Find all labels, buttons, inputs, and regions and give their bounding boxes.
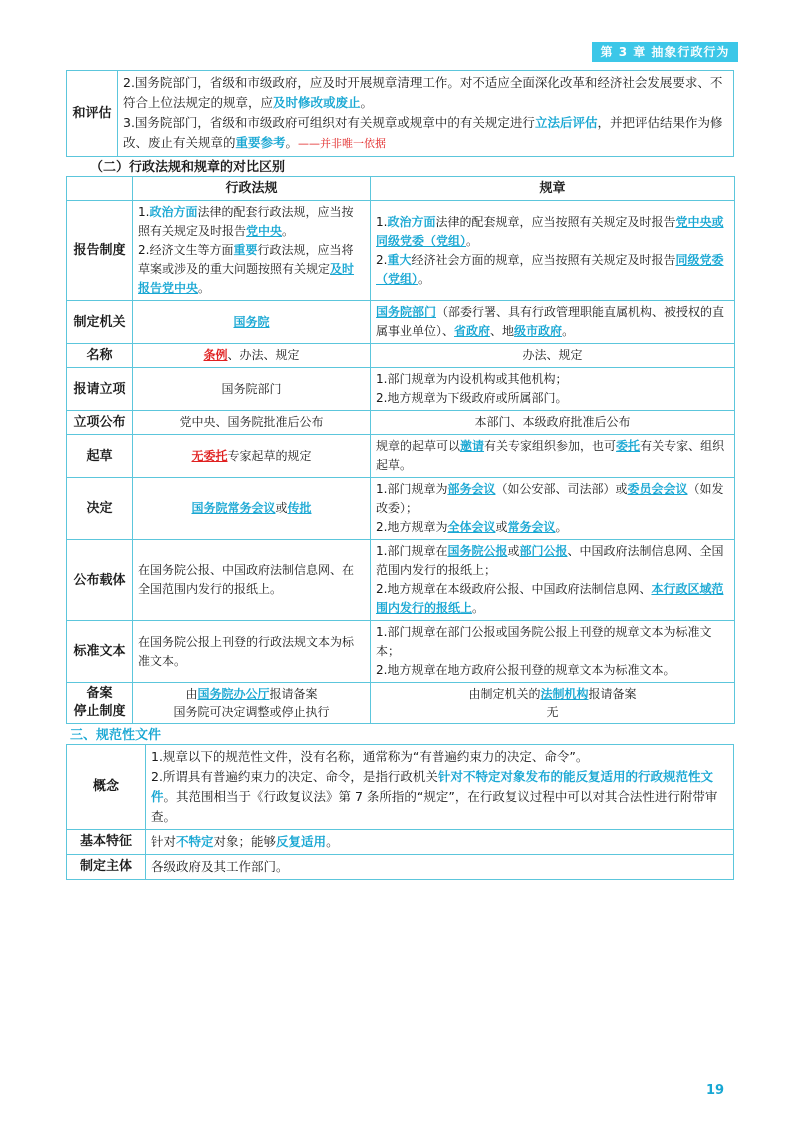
row-label-standard: 标准文本 xyxy=(67,621,133,683)
table-row xyxy=(67,683,735,724)
cell-carrier-rules: 1.部门规章在国务院公报或部门公报、中国政府法制信息网、全国范围内发行的报纸上； 2.地方规章在本级政府公报、中国政府法制信息网、本行政区域范围内发行的报纸上。 xyxy=(371,540,735,621)
cell-features: 针对不特定对象；能够反复适用。 xyxy=(146,830,734,855)
table-row xyxy=(67,301,735,344)
row-label-maker: 制定机关 xyxy=(67,301,133,344)
cell-filing-rules: 由制定机关的法制机构报请备案 无 xyxy=(371,683,735,724)
cleanup-evaluation-table xyxy=(66,70,734,157)
cell-concept: 1.规章以下的规范性文件，没有名称，通常称为“有普遍约束力的决定、命令”。 2.所谓具有普遍约束力的决定、命令，是指行政机关针对不特定对象发布的能反复适用的行政规范性文件。其范围相当于《行政复议法》第 7 条所指的“规定”，在行政复议过程中可以对其合法性进行附带审查。 xyxy=(146,745,734,830)
cell-apply-regulations: 国务院部门 xyxy=(133,368,371,411)
col-header-regulations: 行政法规 xyxy=(133,177,371,201)
table-row xyxy=(67,201,735,301)
cell-publish-rules: 本部门、本级政府批准后公布 xyxy=(371,411,735,435)
chapter-header: 第 3 章 抽象行政行为 xyxy=(592,42,738,62)
row-label-draft: 起草 xyxy=(67,435,133,478)
cell-draft-rules: 规章的起草可以邀请有关专家组织参加，也可委托有关专家、组织起草。 xyxy=(371,435,735,478)
cell-apply-rules: 1.部门规章为内设机构或其他机构； 2.地方规章为下级政府或所属部门。 xyxy=(371,368,735,411)
cell-draft-regulations: 无委托专家起草的规定 xyxy=(133,435,371,478)
row-label-report: 报告制度 xyxy=(67,201,133,301)
cell-maker-rules: 国务院部门（部委行署、具有行政管理职能直属机构、被授权的直属事业单位）、省政府、地级市政府。 xyxy=(371,301,735,344)
comparison-header-row xyxy=(67,177,735,201)
cell-carrier-regulations: 在国务院公报、中国政府法制信息网、在全国范围内发行的报纸上。 xyxy=(133,540,371,621)
row-label-publish: 立项公布 xyxy=(67,411,133,435)
row-label-features: 基本特征 xyxy=(67,830,146,855)
normative-docs-table xyxy=(66,744,734,880)
row-label-carrier: 公布载体 xyxy=(67,540,133,621)
cell-subject: 各级政府及其工作部门。 xyxy=(146,855,734,880)
col-header-rules: 规章 xyxy=(371,177,735,201)
table-row xyxy=(67,411,735,435)
cell-filing-regulations: 由国务院办公厅报请备案 国务院可决定调整或停止执行 xyxy=(133,683,371,724)
cell-report-rules: 1.政治方面法律的配套规章，应当按照有关规定及时报告党中央或同级党委（党组）。 2.重大经济社会方面的规章，应当按照有关规定及时报告同级党委（党组）。 xyxy=(371,201,735,301)
section-title-normative-docs: 三、规范性文件 xyxy=(70,728,162,743)
cell-maker-regulations: 国务院 xyxy=(133,301,371,344)
cell-standard-regulations: 在国务院公报上刊登的行政法规文本为标准文本。 xyxy=(133,621,371,683)
evaluation-paragraph: 3.国务院部门，省级和市级政府可组织对有关规章或规章中的有关规定进行立法后评估，并把评估结果作为修改、废止有关规章的重要参考。——并非唯一依据 xyxy=(123,115,723,150)
table-row xyxy=(67,855,734,880)
cell-name-regulations: 条例、办法、规定 xyxy=(133,344,371,368)
table-row xyxy=(67,368,735,411)
section-title-comparison: （二）行政法规和规章的对比区别 xyxy=(90,160,286,175)
table-row xyxy=(67,435,735,478)
page-number: 19 xyxy=(706,1083,725,1098)
row-label-filing-stop: 备案 停止制度 xyxy=(67,683,133,724)
row-label-decide: 决定 xyxy=(67,478,133,540)
row-label-name: 名称 xyxy=(67,344,133,368)
cell-decide-regulations: 国务院常务会议或传批 xyxy=(133,478,371,540)
comparison-table xyxy=(66,176,735,724)
table-row xyxy=(67,830,734,855)
cell-name-rules: 办法、规定 xyxy=(371,344,735,368)
corner-cell xyxy=(67,177,133,201)
table-row xyxy=(67,621,735,683)
row-label-evaluation: 和评估 xyxy=(67,71,118,157)
cell-standard-rules: 1.部门规章在部门公报或国务院公报上刊登的规章文本为标准文本； 2.地方规章在地方政府公报刊登的规章文本为标准文本。 xyxy=(371,621,735,683)
row-label-apply: 报请立项 xyxy=(67,368,133,411)
table-row xyxy=(67,540,735,621)
cell-decide-rules: 1.部门规章为部务会议（如公安部、司法部）或委员会会议（如发改委）； 2.地方规章为全体会议或常务会议。 xyxy=(371,478,735,540)
table-row xyxy=(67,745,734,830)
cell-report-regulations: 1.政治方面法律的配套行政法规，应当按照有关规定及时报告党中央。 2.经济文生等方面重要行政法规，应当将草案或涉及的重大问题按照有关规定及时报告党中央。 xyxy=(133,201,371,301)
row-label-subject: 制定主体 xyxy=(67,855,146,880)
cleanup-content xyxy=(118,71,734,157)
cell-publish-regulations: 党中央、国务院批准后公布 xyxy=(133,411,371,435)
table-row xyxy=(67,478,735,540)
table-row xyxy=(67,344,735,368)
row-label-concept: 概念 xyxy=(67,745,146,830)
cleanup-paragraph: 2.国务院部门，省级和市级政府，应及时开展规章清理工作。对不适应全面深化改革和经济社会发展要求、不符合上位法规定的规章，应及时修改或废止。 xyxy=(123,75,723,110)
